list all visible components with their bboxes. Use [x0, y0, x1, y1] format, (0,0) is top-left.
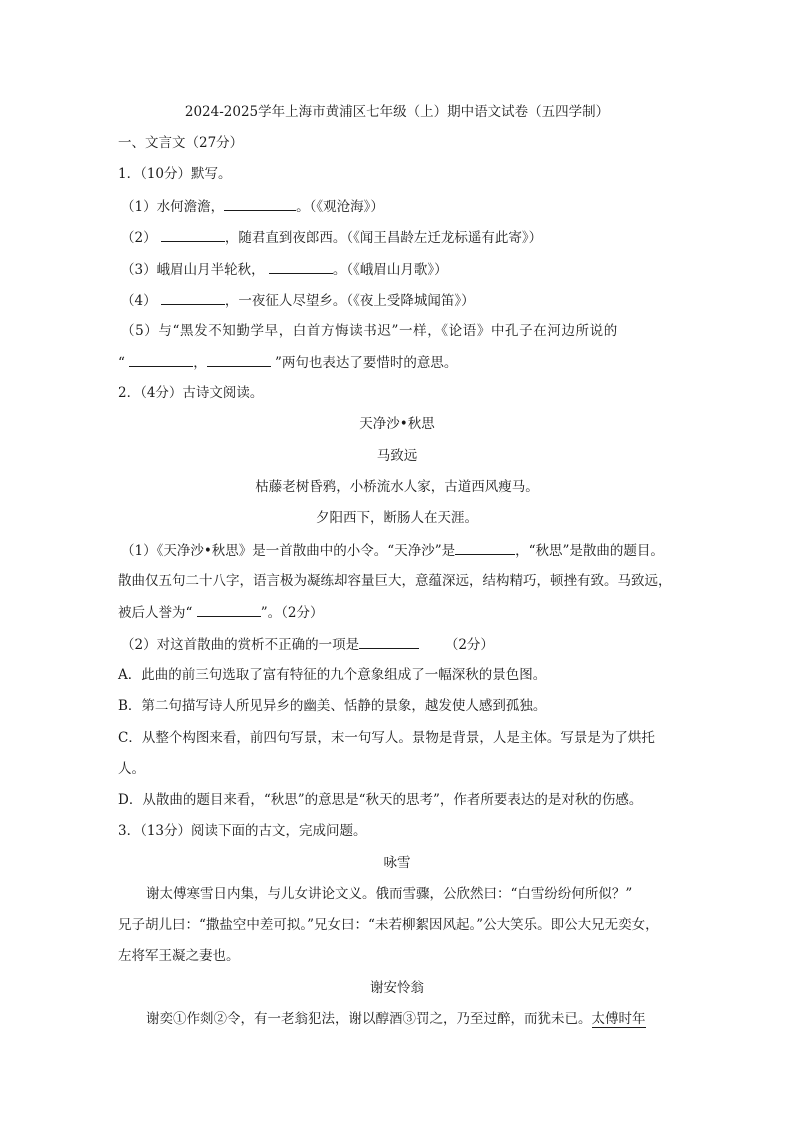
poem-title: 天净沙•秋思	[359, 416, 435, 432]
answer-blank[interactable]	[197, 603, 261, 617]
q2-sub-1-line-1	[121, 541, 664, 560]
passage-1-title: 咏雪	[383, 855, 411, 871]
passage-1-line-3: 左将军王凝之妻也。	[118, 948, 240, 964]
answer-blank[interactable]	[129, 353, 193, 367]
answer-blank[interactable]	[161, 228, 225, 242]
question-1-heading: 1．（10分）默写。	[118, 166, 232, 182]
poem-line-1: 枯藤老树昏鸦，小桥流水人家，古道西风瘦马。	[255, 479, 539, 495]
passage-2-underlined-text: 太傅时年	[591, 1011, 646, 1027]
q1-item-2-text-b: ，随君直到夜郎西。（《闻王昌龄左迁龙标遥有此寄》）	[224, 230, 543, 246]
option-c-line-2[interactable]: 人。	[118, 761, 145, 777]
exam-title: 2024-2025学年上海市黄浦区七年级（上）期中语文试卷（五四学制）	[184, 104, 610, 120]
option-c-line-1[interactable]: C．从整个构图来看，前四句写景，末一句写人。景物是背景，人是主体。写景是为了烘托	[118, 730, 655, 746]
poem-line-2: 夕阳西下，断肠人在天涯。	[316, 510, 478, 526]
q1-item-4	[121, 291, 475, 310]
q2-sub-1-text-c: 被后人誉为“	[118, 605, 193, 621]
q2-sub-1-line-2: 散曲仅五句二十八字，语言极为凝练却容量巨大，意蕴深远，结构精巧，顿挫有致。马致远，	[118, 573, 672, 589]
question-3-heading: 3．（13分）阅读下面的古文，完成问题。	[118, 823, 367, 839]
option-b[interactable]: B．第二句描写诗人所见异乡的幽美、恬静的景象，越发使人感到孤独。	[118, 698, 547, 714]
section-heading: 一、文言文（27分）	[118, 135, 244, 151]
q1-item-1-text-a: （1）水何澹澹，	[121, 199, 225, 215]
q1-item-3	[121, 260, 448, 279]
q1-item-1-text-b: 。（《观沧海》）	[296, 199, 384, 215]
q1-item-4-text-b: ，一夜征人尽望乡。（《夜上受降城闻笛》）	[224, 293, 475, 309]
passage-1-line-1: 谢太傅寒雪日内集，与儿女讲论文义。俄而雪骤，公欣然曰：“白雪纷纷何所似？”	[146, 886, 633, 902]
q1-item-3-text-b: 。（《峨眉山月歌》）	[332, 262, 448, 278]
poem-author: 马致远	[376, 448, 418, 464]
answer-blank[interactable]	[269, 260, 333, 274]
answer-blank[interactable]	[455, 541, 515, 555]
passage-1-line-2: 兄子胡儿曰：“撒盐空中差可拟。”兄女曰：“未若柳絮因风起。”公大笑乐。即公大兄无奕女，	[118, 917, 659, 933]
q1-item-1	[121, 197, 384, 216]
q1-item-5-open-quote: “	[118, 355, 125, 371]
passage-2-line-1	[146, 1010, 646, 1028]
q2-sub-1-line-3	[118, 603, 323, 622]
option-d[interactable]: D．从散曲的题目来看，“秋思”的意思是“秋天的思考”，作者所要表达的是对秋的伤感。	[118, 792, 643, 808]
q1-item-5-comma: ，	[193, 355, 207, 371]
q2-sub-1-text-a: （1）《天净沙•秋思》是一首散曲中的小令。“天净沙”是	[121, 543, 456, 559]
q1-item-2-text-a: （2）	[121, 230, 157, 246]
q2-sub-1-text-b: ，“秋思”是散曲的题目。	[515, 543, 664, 559]
q1-item-5-text-c: ”两句也表达了要惜时的意思。	[275, 355, 458, 371]
q2-sub-2	[121, 635, 494, 654]
question-2-heading: 2．（4分）古诗文阅读。	[118, 385, 264, 401]
q1-item-2	[121, 228, 542, 247]
q2-sub-1-text-d: ”。（2分）	[260, 605, 324, 621]
answer-blank[interactable]	[207, 353, 271, 367]
passage-2-title: 谢安怜翁	[370, 980, 424, 996]
passage-2-text: 谢奕①作剡②令，有一老翁犯法，谢以醇酒③罚之，乃至过醉，而犹未已。	[146, 1011, 592, 1027]
q1-item-3-text-a: （3）峨眉山月半轮秋，	[121, 262, 265, 278]
answer-blank[interactable]	[359, 635, 419, 649]
q1-item-4-text-a: （4）	[121, 293, 157, 309]
q1-item-5-line-1: （5）与“黑发不知勤学早，白首方悔读书迟”一样，《论语》中孔子在河边所说的	[121, 323, 618, 339]
q2-sub-2-text-a: （2）对这首散曲的赏析不正确的一项是	[121, 637, 360, 653]
q2-sub-2-text-b: （2分）	[444, 637, 494, 653]
answer-blank[interactable]	[224, 197, 296, 211]
answer-blank[interactable]	[161, 291, 225, 305]
q1-item-5-line-2	[118, 353, 457, 372]
option-a[interactable]: A．此曲的前三句选取了富有特征的九个意象组成了一幅深秋的景色图。	[118, 667, 547, 683]
